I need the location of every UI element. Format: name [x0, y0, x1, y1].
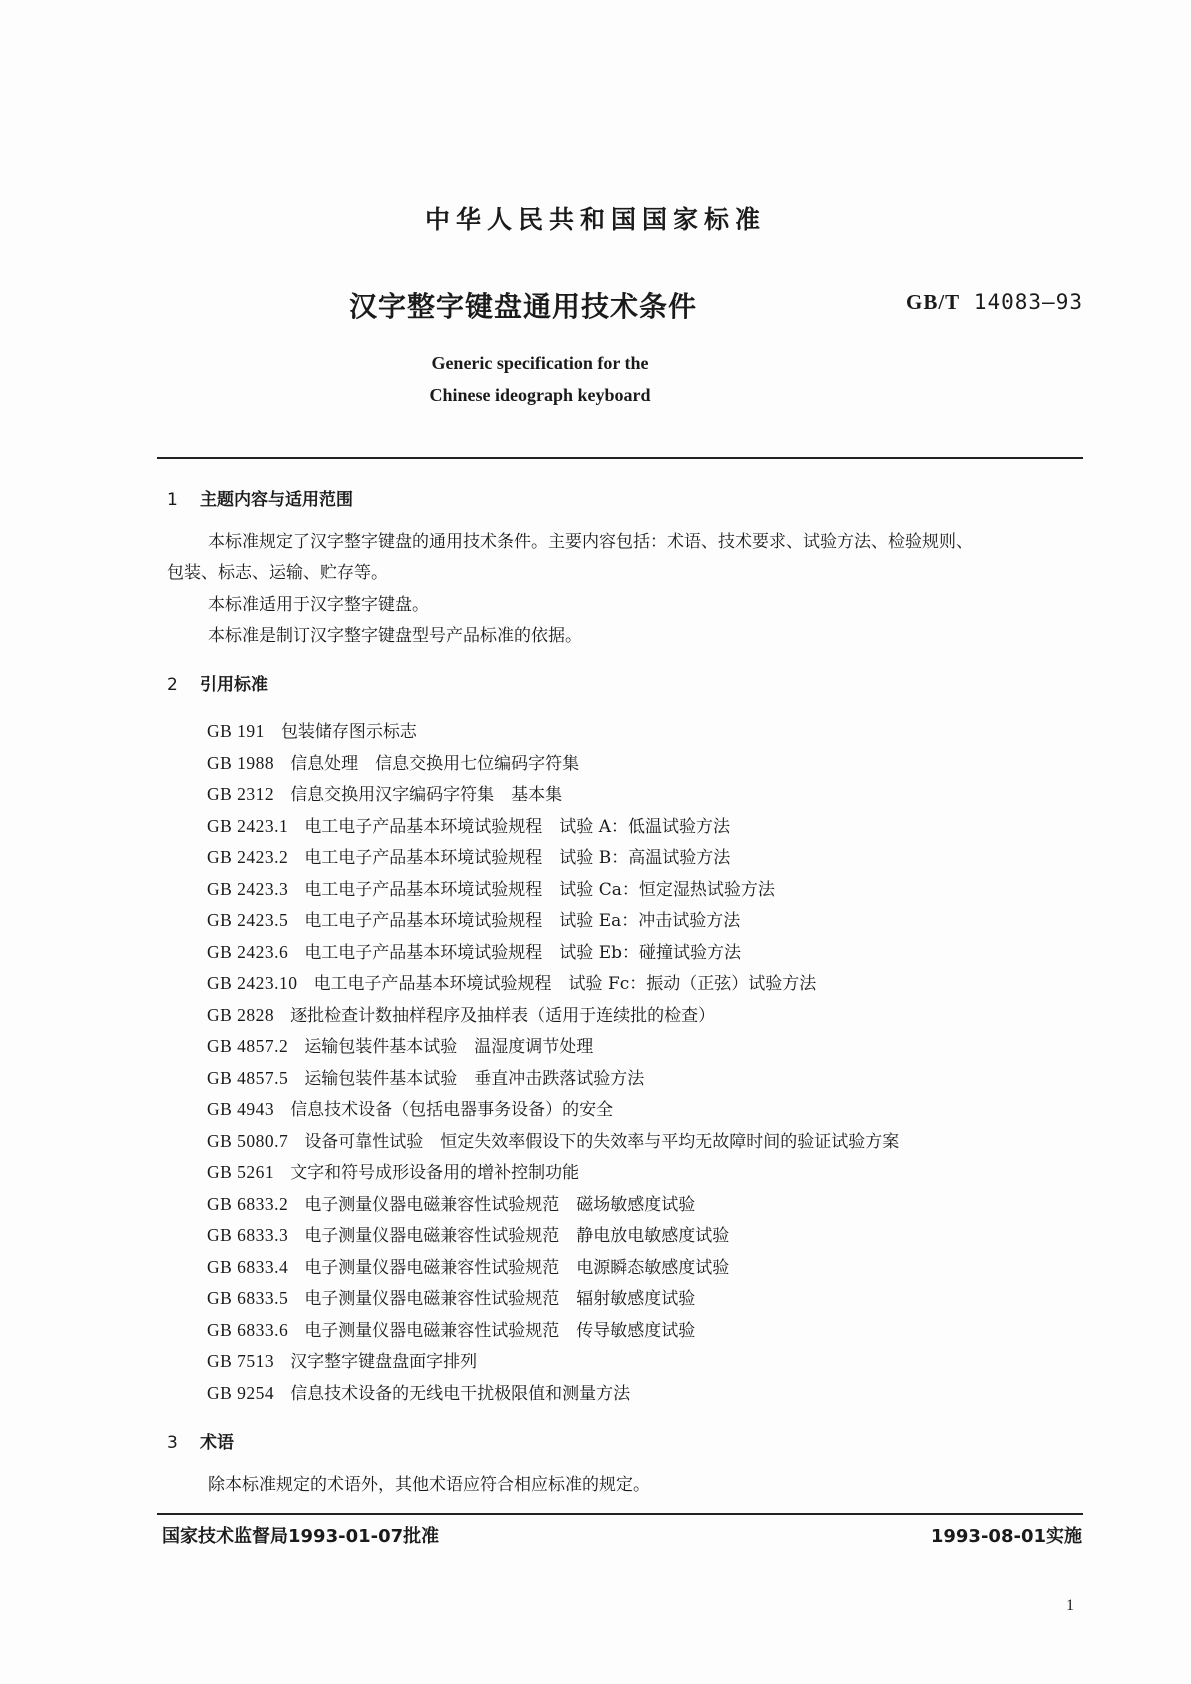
list-item: [207, 1189, 899, 1221]
reference-title: 电工电子产品基本环境试验规程 试验 Fc：振动（正弦）试验方法: [313, 974, 817, 994]
reference-title: 运输包装件基本试验 垂直冲击跌落试验方法: [304, 1068, 645, 1089]
reference-code: GB 2312: [207, 784, 275, 804]
reference-code: GB 6833.2: [207, 1193, 289, 1214]
reference-code: GB 6833.6: [207, 1319, 289, 1340]
header-divider: [157, 457, 1083, 459]
reference-title: 电子测量仪器电磁兼容性试验规范 辐射敏感度试验: [304, 1289, 696, 1309]
list-item: [207, 1252, 899, 1284]
reference-code: GB 2423.3: [207, 878, 289, 899]
paragraph: 本标准适用于汉字整字键盘。: [208, 595, 429, 615]
reference-code: GB 4857.2: [207, 1036, 289, 1056]
reference-title: 电子测量仪器电磁兼容性试验规范 电源瞬态敏感度试验: [304, 1257, 730, 1278]
standard-code: [906, 290, 1083, 315]
list-item: [207, 1031, 899, 1063]
list-item: [207, 842, 899, 874]
title-en-line1: Generic specification for the: [431, 353, 649, 373]
reference-code: GB 2423.10: [207, 973, 298, 993]
reference-title: 运输包装件基本试验 温湿度调节处理: [304, 1037, 594, 1057]
standard-code-prefix: GB/T: [906, 290, 961, 314]
list-item: [207, 748, 899, 780]
reference-title: 电工电子产品基本环境试验规程 试验 Ca：恒定湿热试验方法: [304, 879, 775, 900]
reference-title: 信息处理 信息交换用七位编码字符集: [290, 753, 580, 774]
list-item: [207, 811, 899, 843]
implementation-date: 1993-08-01实施: [930, 1526, 1082, 1547]
approval-date: 国家技术监督局1993-01-07批准: [162, 1526, 440, 1547]
list-item: [207, 1346, 899, 1378]
reference-code: GB 9254: [207, 1382, 275, 1403]
list-item: [207, 1063, 899, 1095]
reference-title: 电子测量仪器电磁兼容性试验规范 静电放电敏感度试验: [304, 1226, 730, 1246]
national-standard-heading: 中华人民共和国国家标准: [424, 205, 766, 234]
document-title-cn: 汉字整字键盘通用技术条件: [349, 290, 698, 323]
reference-title: 电子测量仪器电磁兼容性试验规范 磁场敏感度试验: [304, 1194, 696, 1215]
document-title-en: [0, 347, 1080, 411]
reference-code: GB 4943: [207, 1099, 275, 1119]
reference-code: GB 5261: [207, 1162, 275, 1182]
reference-title: 电工电子产品基本环境试验规程 试验 Eb：碰撞试验方法: [304, 942, 742, 963]
reference-code: GB 2423.6: [207, 941, 289, 962]
paragraph: 本标准规定了汉字整字键盘的通用技术条件。主要内容包括：术语、技术要求、试验方法、检验规则、: [208, 532, 973, 552]
reference-code: GB 6833.5: [207, 1288, 289, 1308]
list-item: [207, 968, 899, 1000]
reference-title: 电工电子产品基本环境试验规程 试验 Ea：冲击试验方法: [304, 911, 741, 931]
reference-title: 逐批检查计数抽样程序及抽样表（适用于连续批的检查）: [290, 1005, 716, 1026]
section-number: 3: [167, 1433, 178, 1453]
reference-code: GB 6833.3: [207, 1225, 289, 1245]
paragraph: 包装、标志、运输、贮存等。: [167, 563, 388, 583]
list-item: [207, 905, 899, 937]
reference-code: GB 6833.4: [207, 1256, 289, 1277]
reference-title: 文字和符号成形设备用的增补控制功能: [290, 1163, 580, 1183]
reference-title: 包装储存图示标志: [280, 722, 417, 742]
reference-code: GB 2423.5: [207, 910, 289, 930]
list-item: [207, 937, 899, 969]
reference-title: 信息技术设备（包括电器事务设备）的安全: [290, 1100, 614, 1120]
standard-code-number: 14083—93: [973, 290, 1083, 314]
section-number: 2: [167, 675, 178, 695]
page-number: 1: [1066, 1597, 1074, 1614]
list-item: [207, 1220, 899, 1252]
reference-title: 电工电子产品基本环境试验规程 试验 A：低温试验方法: [304, 816, 730, 837]
section-title: 术语: [200, 1433, 234, 1453]
list-item: [207, 716, 899, 748]
reference-code: GB 7513: [207, 1351, 275, 1371]
reference-list: [207, 716, 899, 1409]
list-item: [207, 1126, 899, 1158]
title-en-line2: Chinese ideograph keyboard: [429, 385, 651, 405]
reference-title: 信息技术设备的无线电干扰极限值和测量方法: [290, 1383, 631, 1404]
reference-title: 设备可靠性试验 恒定失效率假设下的失效率与平均无故障时间的验证试验方案: [304, 1131, 900, 1152]
section-title: 主题内容与适用范围: [200, 490, 353, 510]
section-1-heading: [167, 485, 353, 510]
reference-code: GB 2423.2: [207, 847, 289, 867]
reference-code: GB 191: [207, 721, 265, 741]
list-item: [207, 779, 899, 811]
list-item: [207, 1315, 899, 1347]
paragraph: 除本标准规定的术语外，其他术语应符合相应标准的规定。: [208, 1475, 650, 1495]
section-2-heading: [167, 670, 268, 695]
section-title: 引用标准: [200, 675, 268, 695]
reference-code: GB 2423.1: [207, 815, 289, 836]
reference-code: GB 5080.7: [207, 1130, 289, 1151]
paragraph: 本标准是制订汉字整字键盘型号产品标准的依据。: [208, 626, 582, 646]
list-item: [207, 1000, 899, 1032]
list-item: [207, 1378, 899, 1410]
section-number: 1: [167, 490, 178, 510]
reference-code: GB 1988: [207, 752, 275, 773]
section-3-heading: [167, 1428, 234, 1453]
reference-title: 电子测量仪器电磁兼容性试验规范 传导敏感度试验: [304, 1320, 696, 1341]
list-item: [207, 1094, 899, 1126]
reference-title: 汉字整字键盘盘面字排列: [290, 1352, 478, 1372]
reference-code: GB 2828: [207, 1004, 275, 1025]
reference-code: GB 4857.5: [207, 1067, 289, 1088]
list-item: [207, 874, 899, 906]
footer-divider: [157, 1513, 1083, 1515]
reference-title: 信息交换用汉字编码字符集 基本集: [290, 785, 563, 805]
list-item: [207, 1283, 899, 1315]
reference-title: 电工电子产品基本环境试验规程 试验 B：高温试验方法: [304, 848, 731, 868]
list-item: [207, 1157, 899, 1189]
